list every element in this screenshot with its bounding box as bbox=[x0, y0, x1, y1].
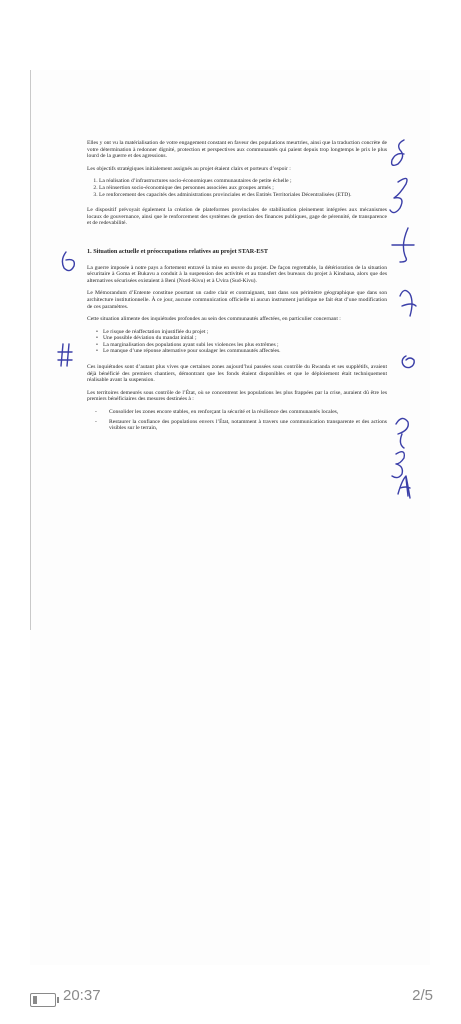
measure-item: - Restaurer la confiance des populations envers l’État, notamment à travers une communication transparente et des actions visibles sur le terrain, bbox=[109, 419, 387, 432]
paragraph-memorandum: Le Mémorandum d’Entente constitue pourtant un cadre clair et contraignant, tant dans son périmètre géographique que dans son architecture institutionnelle. À ce jour, aucune communication officielle ni aucun instrument juridique ne fait état d’une modification de ces paramètres. bbox=[87, 290, 387, 310]
measure-item: - Consolider les zones encore stables, en renforçant la sécurité et la résilience des communautés locales, bbox=[109, 409, 387, 416]
concern-item: • Le manque d’une réponse alternative pour soulager les communautés affectées. bbox=[103, 348, 387, 355]
battery-icon bbox=[30, 993, 56, 1007]
handwritten-mark-4 bbox=[400, 290, 416, 316]
status-bar bbox=[0, 985, 461, 1015]
paragraph-concerns-intro: Cette situation alimente des inquiétudes profondes au sein des communautés affectées, en particulier concernant : bbox=[87, 316, 341, 323]
handwritten-mark-2 bbox=[390, 178, 407, 212]
objective-item: 1. La réalisation d’infrastructures socio-économiques communautaires de petite échelle ; bbox=[99, 178, 387, 185]
handwritten-mark-9 bbox=[62, 252, 74, 271]
handwritten-mark-7 bbox=[392, 452, 404, 478]
concern-item: • La marginalisation des populations ayant subi les violences les plus extrêmes ; bbox=[103, 342, 387, 349]
page-indicator: 2/5 bbox=[412, 987, 433, 1004]
handwritten-mark-6 bbox=[396, 418, 408, 448]
concern-item: • Une possible déviation du mandat initial ; bbox=[103, 335, 387, 342]
section-heading: 1. Situation actuelle et préoccupations relatives au projet STAR-EST bbox=[87, 247, 268, 255]
battery-level-fill bbox=[33, 996, 37, 1004]
objective-item: 2. La réinsertion socio-économique des personnes associées aux groupes armés ; bbox=[99, 185, 387, 192]
handwritten-mark-5 bbox=[402, 356, 414, 368]
paragraph-dispositif: Le dispositif prévoyait également la création de plateformes provinciales de stabilisation pleinement intégrées aux mécanismes locaux de gouvernance, ainsi que le renforcement des systèmes de gestion des finances publiques, gage de pérennité, de transparence et de redevabilité. bbox=[87, 207, 387, 227]
paragraph-territoires: Les territoires demeurés sous contrôle de l’État, où se concentrent les populations les plus frappées par la crise, auraient dû être les premiers bénéficiaires des mesures destinées à : bbox=[87, 389, 387, 403]
paragraph-engagement: Elles y ont vu la matérialisation de votre engagement constant en faveur des populations meurtries, ainsi que la traduction concrète de votre détermination à redonner dignité, protection et perspectives aux communautés qui paient depuis trop longtemps le prix le plus lourd de la guerre et des agressions. bbox=[87, 140, 387, 160]
handwritten-mark-8 bbox=[398, 476, 410, 498]
paragraph-objectives-intro: Les objectifs stratégiques initialement assignés au projet étaient clairs et porteurs d’espoir : bbox=[87, 165, 291, 172]
clock-time: 20:37 bbox=[63, 987, 101, 1004]
paragraph-war-impact: La guerre imposée à notre pays a fortement entravé la mise en œuvre du projet. De façon regrettable, la détérioration de la situation sécuritaire à Goma et Bukavu a conduit à la suspension des activités et au transfert des bureaux du projet à Kinshasa, alors que des alternatives sécurisées existaient à Beni (Nord-Kivu) et à Uvira (Sud-Kivu). bbox=[87, 264, 387, 284]
handwritten-mark-3 bbox=[392, 228, 414, 262]
objective-item: 3. Le renforcement des capacités des administrations provinciales et des Entités Territoriales Décentralisées (ETD). bbox=[99, 192, 387, 199]
handwritten-mark-1 bbox=[392, 140, 404, 165]
handwritten-mark-10 bbox=[58, 344, 72, 366]
paragraph-inquietudes: Ces inquiétudes sont d’autant plus vives que certaines zones aujourd’hui passées sous contrôle du Rwanda et ses supplétifs, avaient déjà bénéficié des premiers chantiers, démontrant que les fonds étaient disponibles et que le déploiement était techniquement réalisable avant la suspension. bbox=[87, 364, 387, 384]
concern-item: • Le risque de réaffectation injustifiée du projet ; bbox=[103, 329, 387, 336]
